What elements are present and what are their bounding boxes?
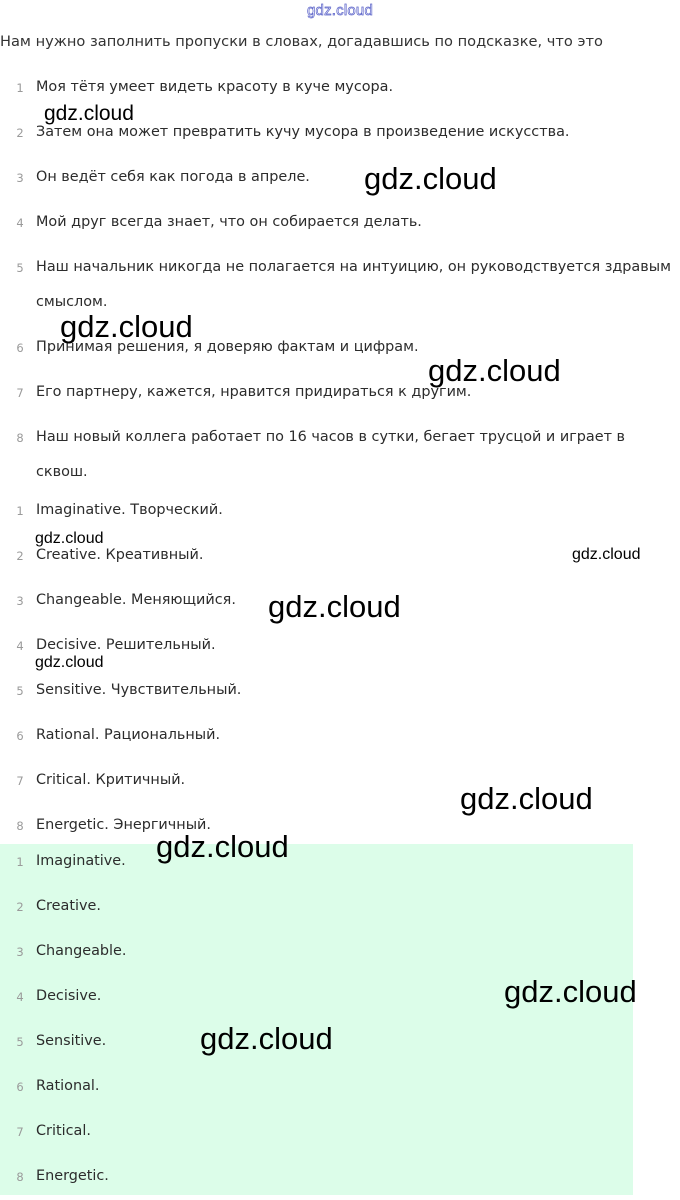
item-number: 2 (16, 126, 24, 140)
sentence-text: Он ведёт себя как погода в апреле. (36, 169, 310, 185)
sentence-list (0, 65, 680, 495)
translation-text: Creative. Креативный. (36, 547, 204, 563)
answer-item (0, 929, 680, 974)
translation-text: Decisive. Решительный. (36, 637, 216, 653)
answer-item (0, 1109, 680, 1154)
sentence-text: Принимая решения, я доверяю фактам и цифрам. (36, 339, 419, 355)
item-number: 2 (16, 549, 24, 563)
item-number: 2 (16, 900, 24, 914)
item-number: 1 (16, 855, 24, 869)
translation-text: Changeable. Меняющийся. (36, 592, 236, 608)
answer-text: Creative. (36, 898, 101, 914)
translation-text: Energetic. Энергичный. (36, 817, 211, 833)
sentence-item (0, 155, 680, 200)
watermark: gdz.cloud (504, 974, 637, 1009)
site-watermark-header: gdz.cloud (306, 2, 373, 19)
sentence-item (0, 415, 680, 495)
sentence-text: Мой друг всегда знает, что он собирается делать. (36, 214, 422, 230)
answer-text: Energetic. (36, 1168, 109, 1184)
item-number: 6 (16, 729, 24, 743)
item-number: 5 (16, 261, 24, 275)
item-number: 4 (16, 990, 24, 1004)
item-number: 5 (16, 1035, 24, 1049)
watermark: gdz.cloud (35, 530, 104, 547)
item-number: 8 (16, 819, 24, 833)
watermark: gdz.cloud (60, 309, 193, 344)
translation-text: Critical. Критичный. (36, 772, 186, 788)
answer-item (0, 839, 680, 884)
sentence-text: Моя тётя умеет видеть красоту в куче мусора. (36, 79, 394, 95)
item-number: 6 (16, 341, 24, 355)
item-number: 1 (16, 504, 24, 518)
answer-text: Imaginative. (36, 853, 126, 869)
item-number: 3 (16, 171, 24, 185)
sentence-item (0, 370, 680, 415)
answer-item (0, 1154, 680, 1199)
answer-text: Decisive. (36, 988, 102, 1004)
item-number: 8 (16, 431, 24, 445)
watermark: gdz.cloud (200, 1021, 333, 1056)
watermark: gdz.cloud (428, 353, 561, 388)
answer-item (0, 1019, 680, 1064)
watermark: gdz.cloud (44, 102, 134, 125)
watermark: gdz.cloud (572, 546, 641, 563)
item-number: 1 (16, 81, 24, 95)
item-number: 4 (16, 639, 24, 653)
item-number: 7 (16, 1125, 24, 1139)
item-number: 7 (16, 774, 24, 788)
translation-item (0, 668, 680, 713)
task-intro: Нам нужно заполнить пропуски в словах, догадавшись по подсказке, что это (0, 33, 603, 50)
answer-text: Rational. (36, 1078, 100, 1094)
item-number: 3 (16, 594, 24, 608)
translation-text: Imaginative. Творческий. (36, 502, 223, 518)
answer-item (0, 884, 680, 929)
answer-text: Sensitive. (36, 1033, 107, 1049)
item-number: 6 (16, 1080, 24, 1094)
item-number: 3 (16, 945, 24, 959)
answer-text: Critical. (36, 1123, 91, 1139)
translation-text: Rational. Рациональный. (36, 727, 221, 743)
sentence-item (0, 200, 680, 245)
sentence-text: Затем она может превратить кучу мусора в произведение искусства. (36, 124, 570, 140)
watermark: gdz.cloud (35, 654, 104, 671)
sentence-text: Его партнеру, кажется, нравится придираться к другим. (36, 384, 472, 400)
watermark: gdz.cloud (268, 589, 401, 624)
answer-item (0, 1064, 680, 1109)
watermark: gdz.cloud (460, 781, 593, 816)
answer-list (0, 839, 680, 1199)
translation-text: Sensitive. Чувствительный. (36, 682, 242, 698)
item-number: 5 (16, 684, 24, 698)
item-number: 8 (16, 1170, 24, 1184)
item-number: 4 (16, 216, 24, 230)
watermark: gdz.cloud (364, 161, 497, 196)
translation-item (0, 488, 680, 533)
sentence-text: Наш новый коллега работает по 16 часов в сутки, бегает трусцой и играет в сквош. (36, 429, 626, 480)
translation-item (0, 713, 680, 758)
sentence-text: Наш начальник никогда не полагается на интуицию, он руководствуется здравым смыслом. (36, 259, 671, 310)
watermark: gdz.cloud (156, 829, 289, 864)
answer-text: Changeable. (36, 943, 127, 959)
item-number: 7 (16, 386, 24, 400)
